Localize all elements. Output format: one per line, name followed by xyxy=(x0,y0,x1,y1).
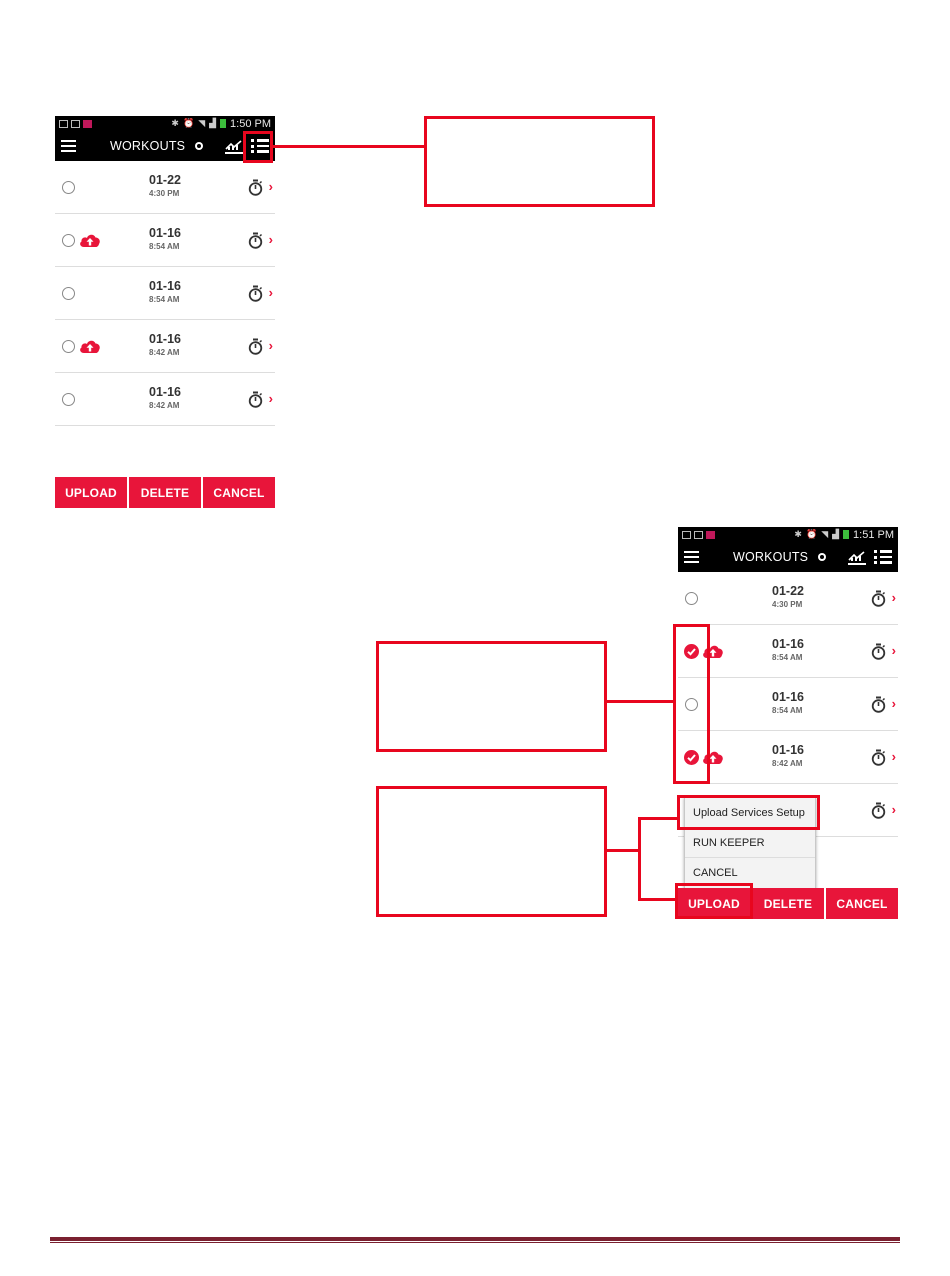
status-time: 1:50 PM xyxy=(230,117,271,130)
workout-time: 8:42 AM xyxy=(772,759,803,768)
watch-icon[interactable] xyxy=(818,551,826,563)
workout-date: 01-16 xyxy=(772,743,804,757)
annotation-highlight-checkboxes xyxy=(673,624,710,784)
annotation-callout-box xyxy=(376,641,607,752)
wifi-icon: ◥ xyxy=(821,529,829,539)
app-bar xyxy=(678,542,898,572)
chevron-right-icon[interactable]: › xyxy=(891,590,896,605)
workout-time: 8:42 AM xyxy=(149,348,180,357)
annotation-connector xyxy=(638,817,641,901)
chevron-right-icon[interactable]: › xyxy=(268,232,273,247)
workout-date: 01-22 xyxy=(772,584,804,598)
chevron-right-icon[interactable]: › xyxy=(268,338,273,353)
workout-row[interactable] xyxy=(55,161,275,214)
menu-icon[interactable] xyxy=(61,140,76,153)
stopwatch-icon xyxy=(248,232,263,249)
chevron-right-icon[interactable]: › xyxy=(268,285,273,300)
stopwatch-icon xyxy=(248,391,263,408)
annotation-highlight-upload-services xyxy=(677,795,820,830)
status-time: 1:51 PM xyxy=(853,528,894,541)
select-radio[interactable] xyxy=(62,393,75,406)
chevron-right-icon[interactable]: › xyxy=(268,391,273,406)
image-notification-icon xyxy=(682,531,691,539)
select-radio[interactable] xyxy=(62,181,75,194)
workout-row[interactable] xyxy=(55,267,275,320)
annotation-connector xyxy=(273,145,426,148)
mail-notification-icon xyxy=(694,531,703,539)
status-bar xyxy=(678,527,898,542)
workout-date: 01-22 xyxy=(149,173,181,187)
workout-time: 8:54 AM xyxy=(149,242,180,251)
annotation-highlight-list-icon xyxy=(243,131,273,163)
workout-date: 01-16 xyxy=(149,279,181,293)
workout-time: 4:30 PM xyxy=(149,189,180,198)
stopwatch-icon xyxy=(871,643,886,660)
menu-item-cancel[interactable]: CANCEL xyxy=(693,867,738,879)
chevron-right-icon[interactable]: › xyxy=(891,749,896,764)
workout-date: 01-16 xyxy=(149,332,181,346)
select-radio[interactable] xyxy=(62,340,75,353)
annotation-highlight-upload-button xyxy=(675,883,753,919)
image-notification-icon xyxy=(59,120,68,128)
stopwatch-icon xyxy=(871,696,886,713)
workouts-screen-2 xyxy=(678,527,898,919)
list-select-icon[interactable] xyxy=(874,550,892,564)
mail-notification-icon xyxy=(71,120,80,128)
battery-icon xyxy=(220,119,226,128)
stopwatch-icon xyxy=(248,179,263,196)
menu-item-upload-services-setup[interactable]: Upload Services Setup xyxy=(685,798,815,828)
chart-icon[interactable] xyxy=(848,550,866,565)
signal-icon: ▟ xyxy=(832,529,840,539)
delete-button[interactable]: DELETE xyxy=(129,477,201,508)
workout-date: 01-16 xyxy=(149,385,181,399)
annotation-callout-box xyxy=(376,786,607,917)
app-notification-icon xyxy=(83,120,92,128)
stopwatch-icon xyxy=(248,285,263,302)
app-bar xyxy=(55,131,275,161)
chevron-right-icon[interactable]: › xyxy=(891,643,896,658)
workout-time: 8:54 AM xyxy=(772,706,803,715)
footer-rule xyxy=(50,1237,900,1241)
select-radio[interactable] xyxy=(62,234,75,247)
workout-row[interactable] xyxy=(55,214,275,267)
alarm-icon: ⏰ xyxy=(805,529,818,539)
footer-rule-thin xyxy=(50,1242,900,1243)
workout-time: 8:42 AM xyxy=(149,401,180,410)
battery-icon xyxy=(843,530,849,539)
workout-date: 01-16 xyxy=(772,690,804,704)
annotation-connector xyxy=(606,700,673,703)
chevron-right-icon[interactable]: › xyxy=(891,696,896,711)
chart-icon[interactable] xyxy=(225,139,243,154)
workouts-screen-1 xyxy=(55,116,275,508)
wifi-icon: ◥ xyxy=(198,118,206,128)
chevron-right-icon[interactable]: › xyxy=(891,802,896,817)
cancel-button[interactable]: CANCEL xyxy=(203,477,275,508)
cloud-upload-icon xyxy=(79,338,101,354)
upload-button[interactable]: UPLOAD xyxy=(55,477,127,508)
bluetooth-icon: ✱ xyxy=(794,529,802,539)
app-notification-icon xyxy=(706,531,715,539)
cancel-button[interactable]: CANCEL xyxy=(826,888,898,919)
workout-row[interactable] xyxy=(678,625,898,678)
stopwatch-icon xyxy=(248,338,263,355)
menu-item-run-keeper[interactable]: RUN KEEPER xyxy=(685,828,815,858)
workout-row[interactable] xyxy=(55,320,275,373)
workout-row[interactable] xyxy=(678,572,898,625)
select-radio[interactable] xyxy=(62,287,75,300)
select-radio[interactable] xyxy=(685,592,698,605)
workout-date: 01-16 xyxy=(772,637,804,651)
status-bar xyxy=(55,116,275,131)
page-title: WORKOUTS xyxy=(110,139,186,153)
bluetooth-icon: ✱ xyxy=(171,118,179,128)
annotation-connector xyxy=(638,817,678,820)
workout-date: 01-16 xyxy=(149,226,181,240)
annotation-connector xyxy=(638,898,676,901)
alarm-icon: ⏰ xyxy=(182,118,195,128)
workout-time: 8:54 AM xyxy=(149,295,180,304)
upload-button[interactable]: UPLOAD xyxy=(678,888,750,919)
watch-icon[interactable] xyxy=(195,140,203,152)
chevron-right-icon[interactable]: › xyxy=(268,179,273,194)
stopwatch-icon xyxy=(871,749,886,766)
stopwatch-icon xyxy=(871,590,886,607)
action-bar xyxy=(55,477,275,508)
workout-row[interactable] xyxy=(55,373,275,426)
page-title: WORKOUTS xyxy=(733,550,809,564)
workout-row[interactable] xyxy=(678,678,898,731)
workout-time: 4:30 PM xyxy=(772,600,803,609)
workout-time: 8:54 AM xyxy=(772,653,803,662)
annotation-connector xyxy=(606,849,641,852)
stopwatch-icon xyxy=(871,802,886,819)
workout-row[interactable] xyxy=(678,731,898,784)
cloud-upload-icon xyxy=(79,232,101,248)
annotation-callout-box xyxy=(424,116,655,207)
menu-icon[interactable] xyxy=(684,551,699,564)
delete-button[interactable]: DELETE xyxy=(752,888,824,919)
signal-icon: ▟ xyxy=(209,118,217,128)
